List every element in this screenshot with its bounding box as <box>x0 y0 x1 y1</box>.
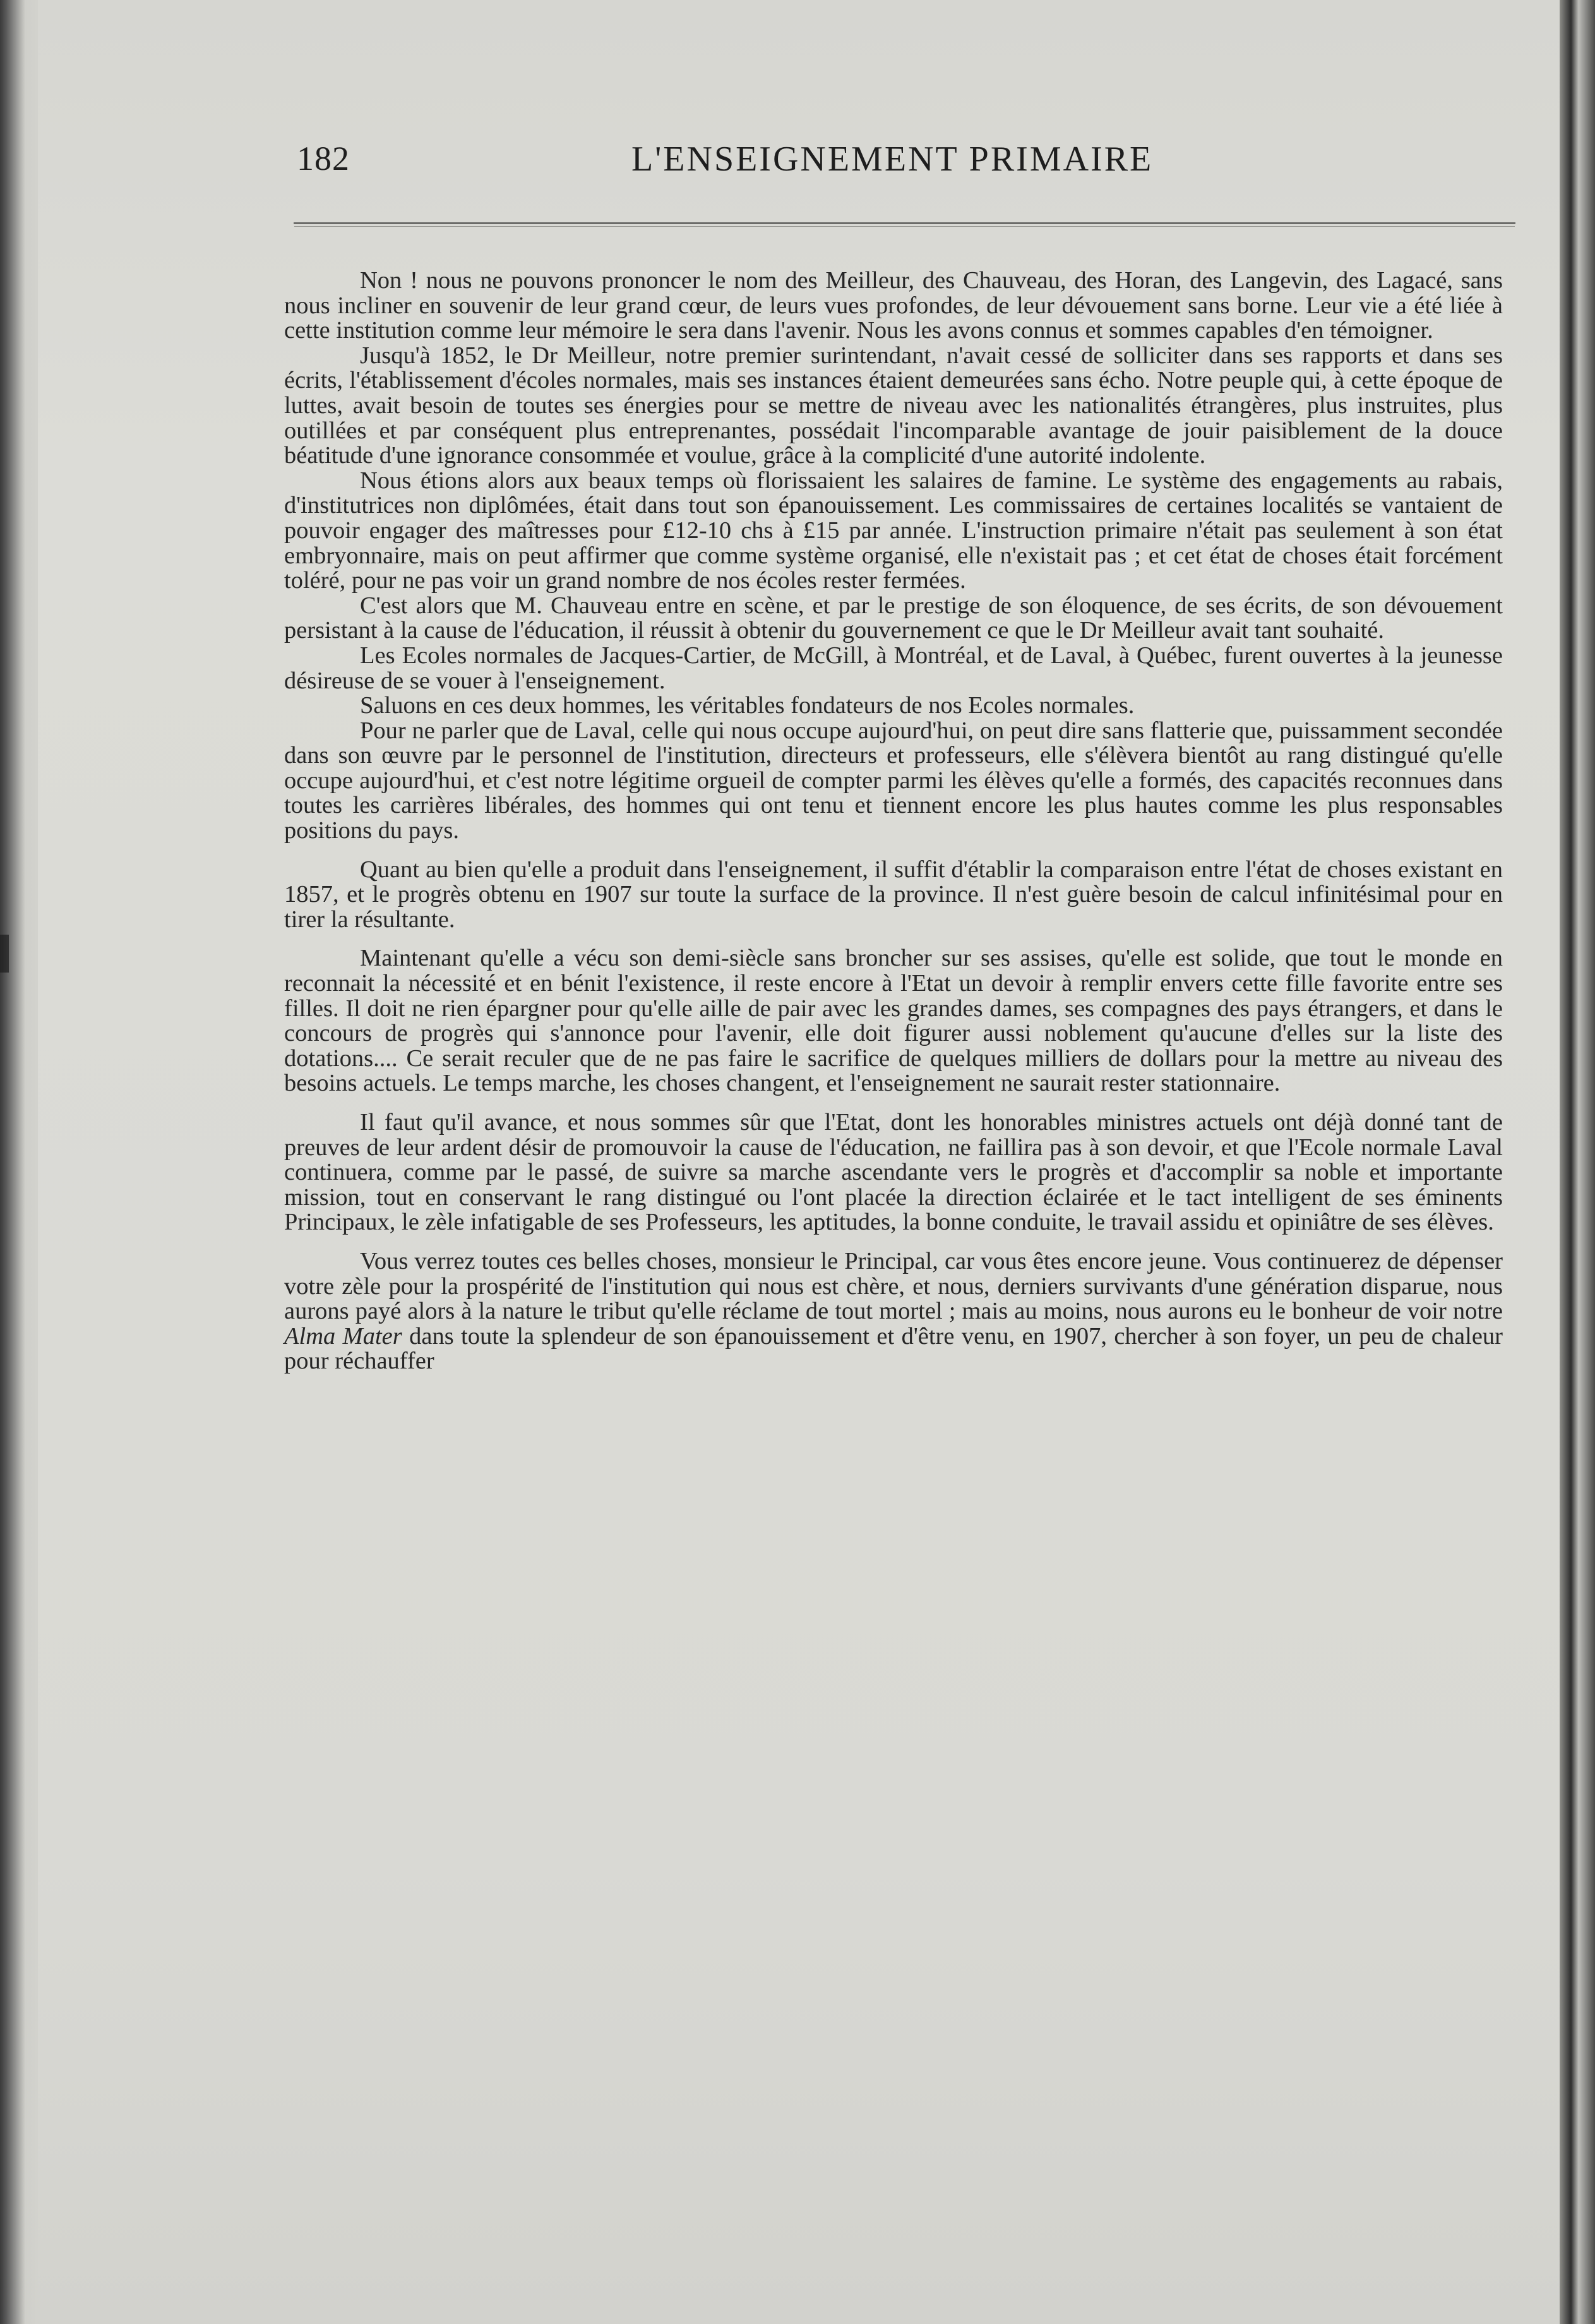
paragraph: Il faut qu'il avance, et nous sommes sûr que l'Etat, dont les honorables ministres actuels ont déjà donné tant de preuves de leur ardent désir de promouvoir la cause de l'éducation, ne faillira pas à son devoir, et que l'Ecole normale Laval continuera, comme par le passé, de suivre sa marche ascendante vers le progrès et d'accomplir sa noble et importante mission, tout en conservant le rang distingué ou l'ont placée la direction éclairée et le tact intelligent de ses éminents Principaux, le zèle infatigable de ses Professeurs, les aptitudes, la bonne conduite, le travail assidu et opiniâtre de ses élèves. <box>284 1109 1503 1236</box>
paragraph: Non ! nous ne pouvons prononcer le nom des Meilleur, des Chauveau, des Horan, des Langevin, des Lagacé, sans nous incliner en souvenir de leur grand cœur, de leurs vues profondes, de leur dévouement sans borne. Leur vie a été liée à cette institution comme leur mémoire le sera dans l'avenir. Nous les avons connus et sommes capables d'en témoigner. <box>284 267 1503 344</box>
paragraph: Pour ne parler que de Laval, celle qui nous occupe aujourd'hui, on peut dire sans flatterie que, puissamment secondée dans son œuvre par le personnel de l'institution, directeurs et professeurs, elle s'élèvera bientôt au rang distingué qu'elle occupe aujourd'hui, et c'est notre légitime orgueil de compter parmi les élèves qu'elle a formés, des capacités reconnues dans toutes les carrières libérales, des hommes qui ont tenu et tiennent encore les plus hautes comme les plus responsables positions du pays. <box>284 717 1503 844</box>
book-spine-edge <box>1560 0 1595 2324</box>
page-header <box>297 139 1515 189</box>
paragraph: Quant au bien qu'elle a produit dans l'enseignement, il suffit d'établir la comparaison entre l'état de choses existant en 1857, et le progrès obtenu en 1907 sur toute la surface de la province. Il n'est guère besoin de calcul infinitésimal pour en tirer la résultante. <box>284 856 1503 933</box>
italic-title: Alma Mater <box>284 1322 402 1350</box>
running-head: L'ENSEIGNEMENT PRIMAIRE <box>631 140 1154 179</box>
paragraph: Saluons en ces deux hommes, les véritables fondateurs de nos Ecoles normales. <box>360 692 1135 719</box>
scan-edge-mark <box>0 935 9 973</box>
page-number: 182 <box>297 140 350 177</box>
paragraph: Maintenant qu'elle a vécu son demi-siècle sans broncher sur ses assises, qu'elle est solide, que tout le monde en reconnait la nécessité et en bénit l'existence, il reste encore à l'Etat un devoir à remplir envers cette fille favorite entre ses filles. Il doit ne rien épargner pour qu'elle aille de pair avec les grandes dames, ses compagnes des pays étrangers, et dans le concours de progrès qui s'annonce pour l'avenir, elle doit figurer aussi noblement qu'aucune d'elles sur la liste des dotations.... Ce serait reculer que de ne pas faire le sacrifice de quelques milliers de dollars pour la mettre au niveau des besoins actuels. Le temps marche, les choses changent, et l'enseignement ne saurait rester stationnaire. <box>284 945 1503 1097</box>
paragraph-last <box>284 1249 1503 1374</box>
paragraph: Nous étions alors aux beaux temps où florissaient les salaires de famine. Le système des engagements au rabais, d'institutrices non diplômées, était dans tout son épanouissement. Les commissaires de certaines localités se vantaient de pouvoir engager des maîtresses pour £12-10 chs à £15 par année. L'instruction primaire n'était pas seulement à son état embryonnaire, mais on peut affirmer que comme système organisé, elle n'existait pas ; et cet état de choses était forcément toléré, pour ne pas voir un grand nombre de nos écoles rester fermées. <box>284 467 1503 594</box>
body-text <box>284 268 1503 1374</box>
text-run: dans toute la splendeur de son épanouissement et d'être venu, en 1907, chercher à son foyer, un peu de chaleur pour réchauffer <box>284 1322 1503 1375</box>
paragraph: Les Ecoles normales de Jacques-Cartier, de McGill, à Montréal, et de Laval, à Québec, furent ouvertes à la jeunesse désireuse de se vouer à l'enseignement. <box>284 642 1503 694</box>
paragraph: C'est alors que M. Chauveau entre en scène, et par le prestige de son éloquence, de ses écrits, de son dévouement persistant à la cause de l'éducation, il réussit à obtenir du gouvernement ce que le Dr Meilleur avait tant souhaité. <box>284 592 1503 644</box>
paragraph: Jusqu'à 1852, le Dr Meilleur, notre premier surintendant, n'avait cessé de solliciter dans ses rapports et dans ses écrits, l'établissement d'écoles normales, mais ses instances étaient demeurées sans écho. Notre peuple qui, à cette époque de luttes, avait besoin de toutes ses énergies pour se mettre de niveau avec les nationalités étrangères, plus instruites, plus outillées et par conséquent plus entreprenantes, possédait l'incomparable avantage de jouir paisiblement de la douce béatitude d'une ignorance consommée et voulue, grâce à la complicité d'une autorité indolente. <box>284 342 1503 469</box>
header-rule <box>294 222 1515 224</box>
text-run: Vous verrez toutes ces belles choses, monsieur le Principal, car vous êtes encore jeune. Vous continuerez de dépenser votre zèle pour la prospérité de l'institution qui nous est chère, et nous, derniers survivants d'une génération disparue, nous aurons payé alors à la nature le tribut qu'elle réclame de tout mortel ; mais au moins, nous aurons eu le bonheur de voir notre <box>284 1247 1503 1325</box>
